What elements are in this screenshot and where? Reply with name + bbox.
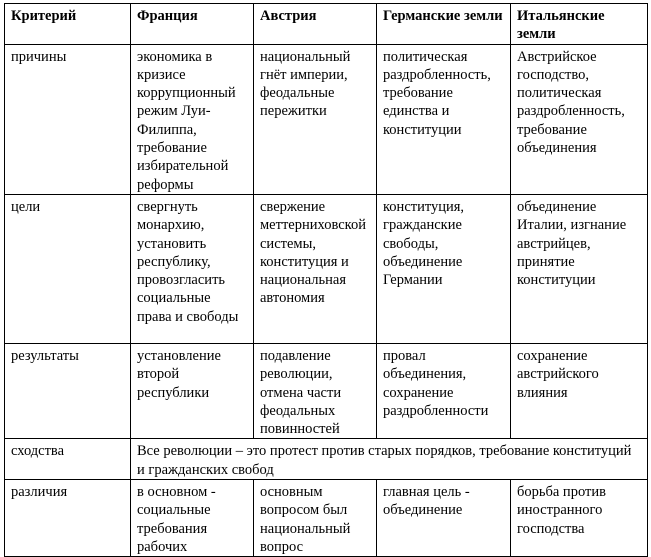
cell-differences-german-lands: главная цель - объединение <box>377 480 511 557</box>
cell-results-france: установление второй республики <box>131 343 254 438</box>
cell-causes-german-lands: политическая раздробленность, требование единства и конституции <box>377 44 511 194</box>
column-header-austria: Австрия <box>254 4 377 45</box>
table-row-results <box>5 343 648 438</box>
revolutions-comparison-table <box>4 3 648 557</box>
cell-results-german-lands: провал объединения, сохранение раздробленности <box>377 343 511 438</box>
row-label-similarities: сходства <box>5 439 131 480</box>
column-header-france: Франция <box>131 4 254 45</box>
column-header-german-lands: Германские земли <box>377 4 511 45</box>
cell-differences-austria: основным вопросом был национальный вопрос <box>254 480 377 557</box>
cell-goals-france: свергнуть монархию, установить республику, провозгласить социальные права и свободы <box>131 194 254 343</box>
cell-differences-france: в основном - социальные требования рабочих <box>131 480 254 557</box>
document-page <box>4 3 648 557</box>
cell-results-italian-lands: сохранение австрийского влияния <box>511 343 648 438</box>
column-header-criterion: Критерий <box>5 4 131 45</box>
cell-causes-austria: национальный гнёт империи, феодальные пережитки <box>254 44 377 194</box>
cell-goals-italian-lands: объединение Италии, изгнание австрийцев, принятие конституции <box>511 194 648 343</box>
row-label-goals: цели <box>5 194 131 343</box>
cell-differences-italian-lands: борьба против иностранного господства <box>511 480 648 557</box>
cell-causes-france: экономика в кризисе коррупционный режим Луи-Филиппа, требование избирательной реформы <box>131 44 254 194</box>
row-label-causes: причины <box>5 44 131 194</box>
cell-goals-austria: свержение меттерниховской системы, конституция и национальная автономия <box>254 194 377 343</box>
header-row <box>5 4 648 45</box>
table-row-goals <box>5 194 648 343</box>
row-label-results: результаты <box>5 343 131 438</box>
cell-goals-german-lands: конституция, гражданские свободы, объединение Германии <box>377 194 511 343</box>
cell-causes-italian-lands: Австрийское господство, политическая раздробленность, требование объединения <box>511 44 648 194</box>
column-header-italian-lands: Итальянские земли <box>511 4 648 45</box>
cell-similarities-all: Все революции – это протест против старых порядков, требование конституций и гражданских свобод <box>131 439 648 480</box>
table-row-causes <box>5 44 648 194</box>
row-label-differences: различия <box>5 480 131 557</box>
table-row-differences <box>5 480 648 557</box>
table-row-similarities <box>5 439 648 480</box>
cell-results-austria: подавление революции, отмена части феодальных повинностей <box>254 343 377 438</box>
